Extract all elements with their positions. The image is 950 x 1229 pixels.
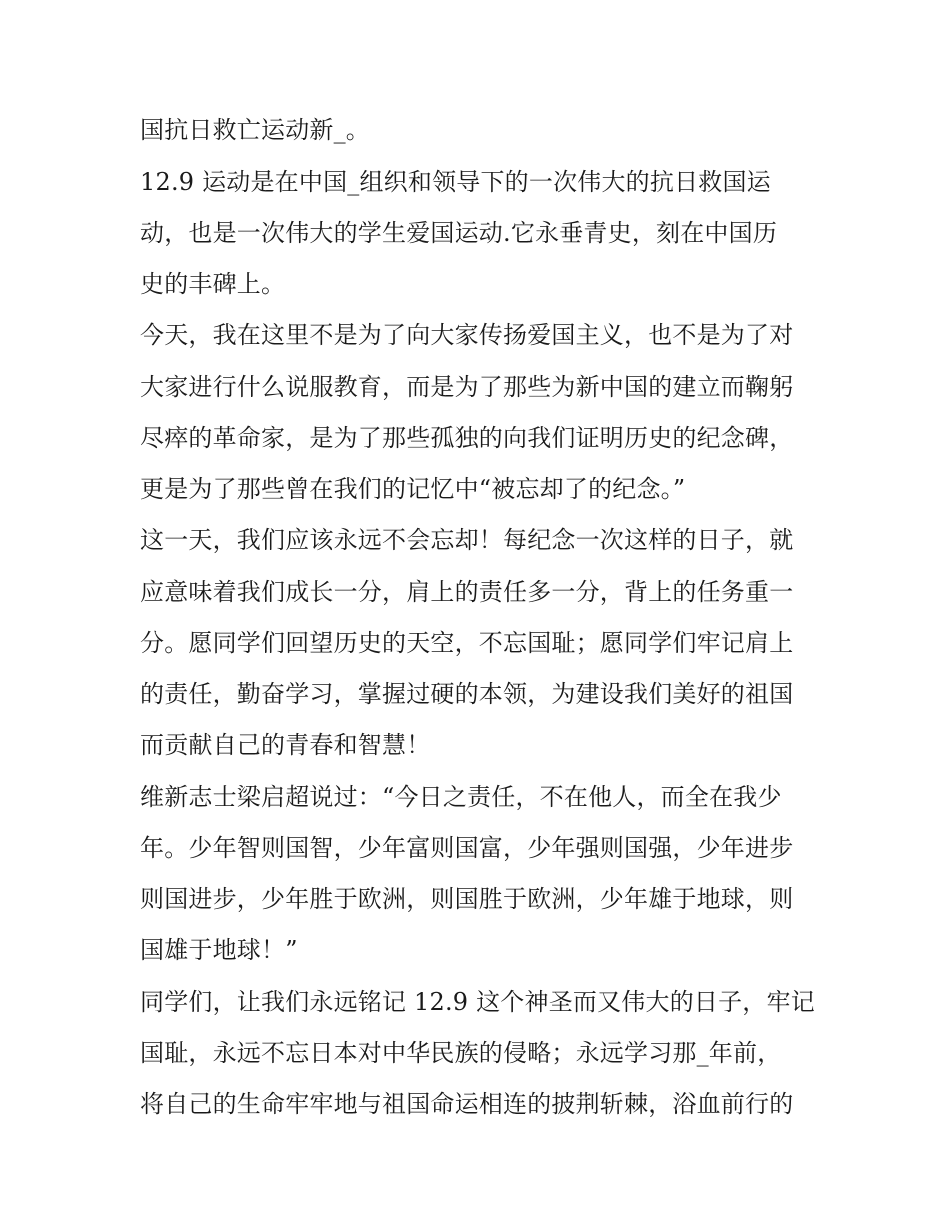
text-line: 国耻，永远不忘日本对中华民族的侵略；永远学习那_年前， [140, 1039, 782, 1067]
text-line: 动，也是一次伟大的学生爱国运动.它永垂青史，刻在中国历 [140, 219, 778, 247]
text-line: 分。愿同学们回望历史的天空，不忘国耻；愿同学们牢记肩上 [140, 629, 794, 657]
text-line: 则国进步，少年胜于欧洲，则国胜于欧洲，少年雄于地球，则 [140, 885, 794, 913]
text-line: 维新志士梁启超说过：“今日之责任，不在他人，而全在我少 [140, 783, 782, 811]
text-line: 史的丰碑上。 [140, 270, 286, 298]
text-line: 而贡献自己的青春和智慧！ [140, 731, 431, 759]
text-line: 的责任，勤奋学习，掌握过硬的本领，为建设我们美好的祖国 [140, 680, 794, 708]
text-line: 应意味着我们成长一分，肩上的责任多一分，背上的任务重一 [140, 578, 794, 606]
text-line: 今天，我在这里不是为了向大家传扬爱国主义，也不是为了对 [140, 321, 794, 349]
text-line: 国抗日救亡运动新_。 [140, 116, 370, 144]
text-line: 12.9 运动是在中国_组织和领导下的一次伟大的抗日救国运 [140, 168, 771, 196]
text-line: 尽瘁的革命家，是为了那些孤独的向我们证明历史的纪念碑， [140, 424, 794, 452]
text-line: 将自己的生命牢牢地与祖国命运相连的披荆斩棘，浴血前行的 [140, 1090, 794, 1118]
text-line: 更是为了那些曾在我们的记忆中“被忘却了的纪念。” [140, 475, 686, 503]
text-line: 这一天，我们应该永远不会忘却！每纪念一次这样的日子，就 [140, 526, 794, 554]
text-line: 国雄于地球！” [140, 936, 298, 964]
text-line: 同学们，让我们永远铭记 12.9 这个神圣而又伟大的日子，牢记 [140, 988, 815, 1016]
text-line: 大家进行什么说服教育，而是为了那些为新中国的建立而鞠躬 [140, 373, 794, 401]
text-line: 年。少年智则国智，少年富则国富，少年强则国强，少年进步 [140, 834, 794, 862]
